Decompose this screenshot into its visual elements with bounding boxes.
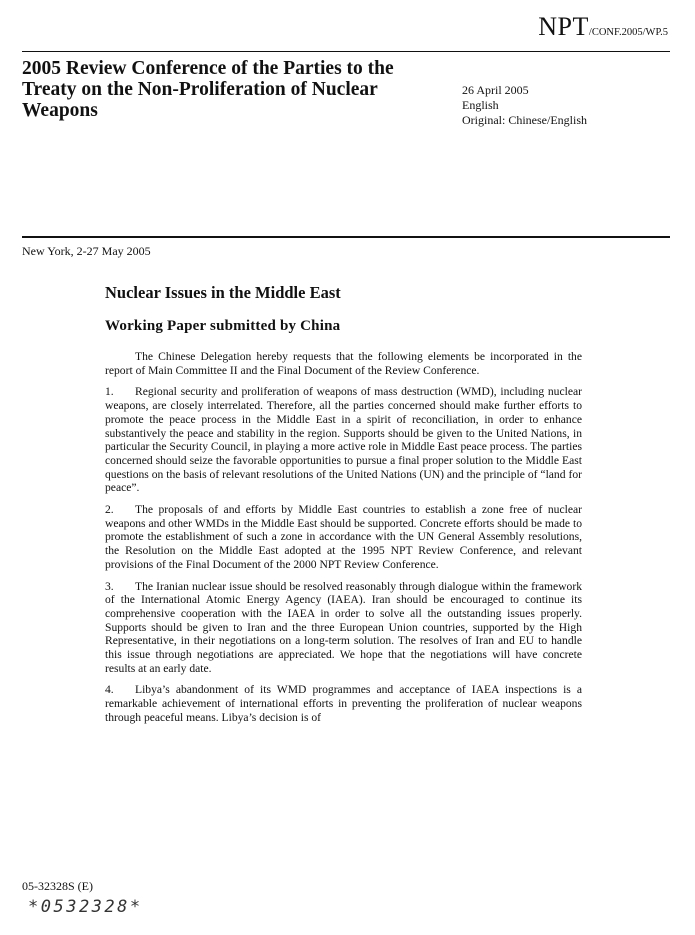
job-number: 05-32328S (E) (22, 879, 93, 893)
document-subtitle: Working Paper submitted by China (105, 318, 341, 334)
section-rule (22, 236, 670, 238)
document-meta (462, 83, 587, 128)
document-symbol-main: NPT (538, 12, 589, 41)
header-rule (22, 51, 670, 52)
document-body (105, 350, 582, 733)
paragraph-text: Libya’s abandonment of its WMD programmes and acceptance of IAEA inspections is a remarkable achievement of international efforts in preventing the proliferation of nuclear weapons through peaceful means. Libya’s decision is of (105, 683, 582, 724)
intro-paragraph: The Chinese Delegation hereby requests that the following elements be incorporated in the report of Main Committee II and the Final Document of the Review Conference. (105, 350, 582, 377)
paragraph-number: 4. (105, 683, 114, 697)
barcode-text: *0532328* (28, 897, 143, 917)
document-title: Nuclear Issues in the Middle East (105, 283, 341, 302)
document-date: 26 April 2005 (462, 83, 529, 97)
place-dates: New York, 2-27 May 2005 (22, 244, 151, 258)
numbered-paragraph (105, 385, 582, 495)
paragraph-number: 3. (105, 579, 114, 593)
document-symbol (538, 14, 668, 40)
paragraph-text: The Iranian nuclear issue should be resolved reasonably through dialogue within the framework of the International Atomic Energy Agency (IAEA). Iran should be encouraged to continue its comprehensive cooperation with the IAEA in order to solve all the outstanding issues properly. Supports should be given to Iran and the three European Union countries, supported by the High Representative, in their negotiations on a long-term solution. The resolves of Iran and EU to handle this issue through negotiations are appreciated. We hope that the negotiations will have concrete results at an early date. (105, 579, 582, 675)
paragraph-text: The proposals of and efforts by Middle East countries to establish a zone free of nuclear weapons and other WMDs in the Middle East should be supported. Concrete efforts should be made to promote the establishment of such a zone in accordance with the UN General Assembly resolutions, the Resolution on the Middle East adopted at the 1995 NPT Review Conference, and relevant provisions of the Final Document of the 2000 NPT Review Conference. (105, 503, 582, 571)
numbered-paragraph (105, 503, 582, 572)
paragraph-number: 1. (105, 385, 114, 399)
paragraph-text: Regional security and proliferation of weapons of mass destruction (WMD), including nuclear weapons, are closely interrelated. Therefore, all the parties concerned should make further efforts to promote the peace process in the Middle East in a spirit of reconciliation, in order to enhance substantively the peace and stability in the region. Supports should be given to the United Nations, in particular the Security Council, in playing a more active role in Middle East peace process. The parties concerned should seize the favorable opportunities to pursue a final proper solution to the Middle East questions on the basis of relevant resolutions of the United Nations (UN) and the principle of “land for peace”. (105, 385, 582, 495)
numbered-paragraph (105, 580, 582, 676)
conference-title: 2005 Review Conference of the Parties to the Treaty on the Non-Proliferation of Nuclear Weapons (22, 58, 394, 121)
numbered-paragraph (105, 683, 582, 724)
document-original-language: Original: Chinese/English (462, 113, 587, 127)
paragraph-number: 2. (105, 503, 114, 517)
document-language: English (462, 98, 499, 112)
document-symbol-suffix: /CONF.2005/WP.5 (588, 27, 668, 38)
